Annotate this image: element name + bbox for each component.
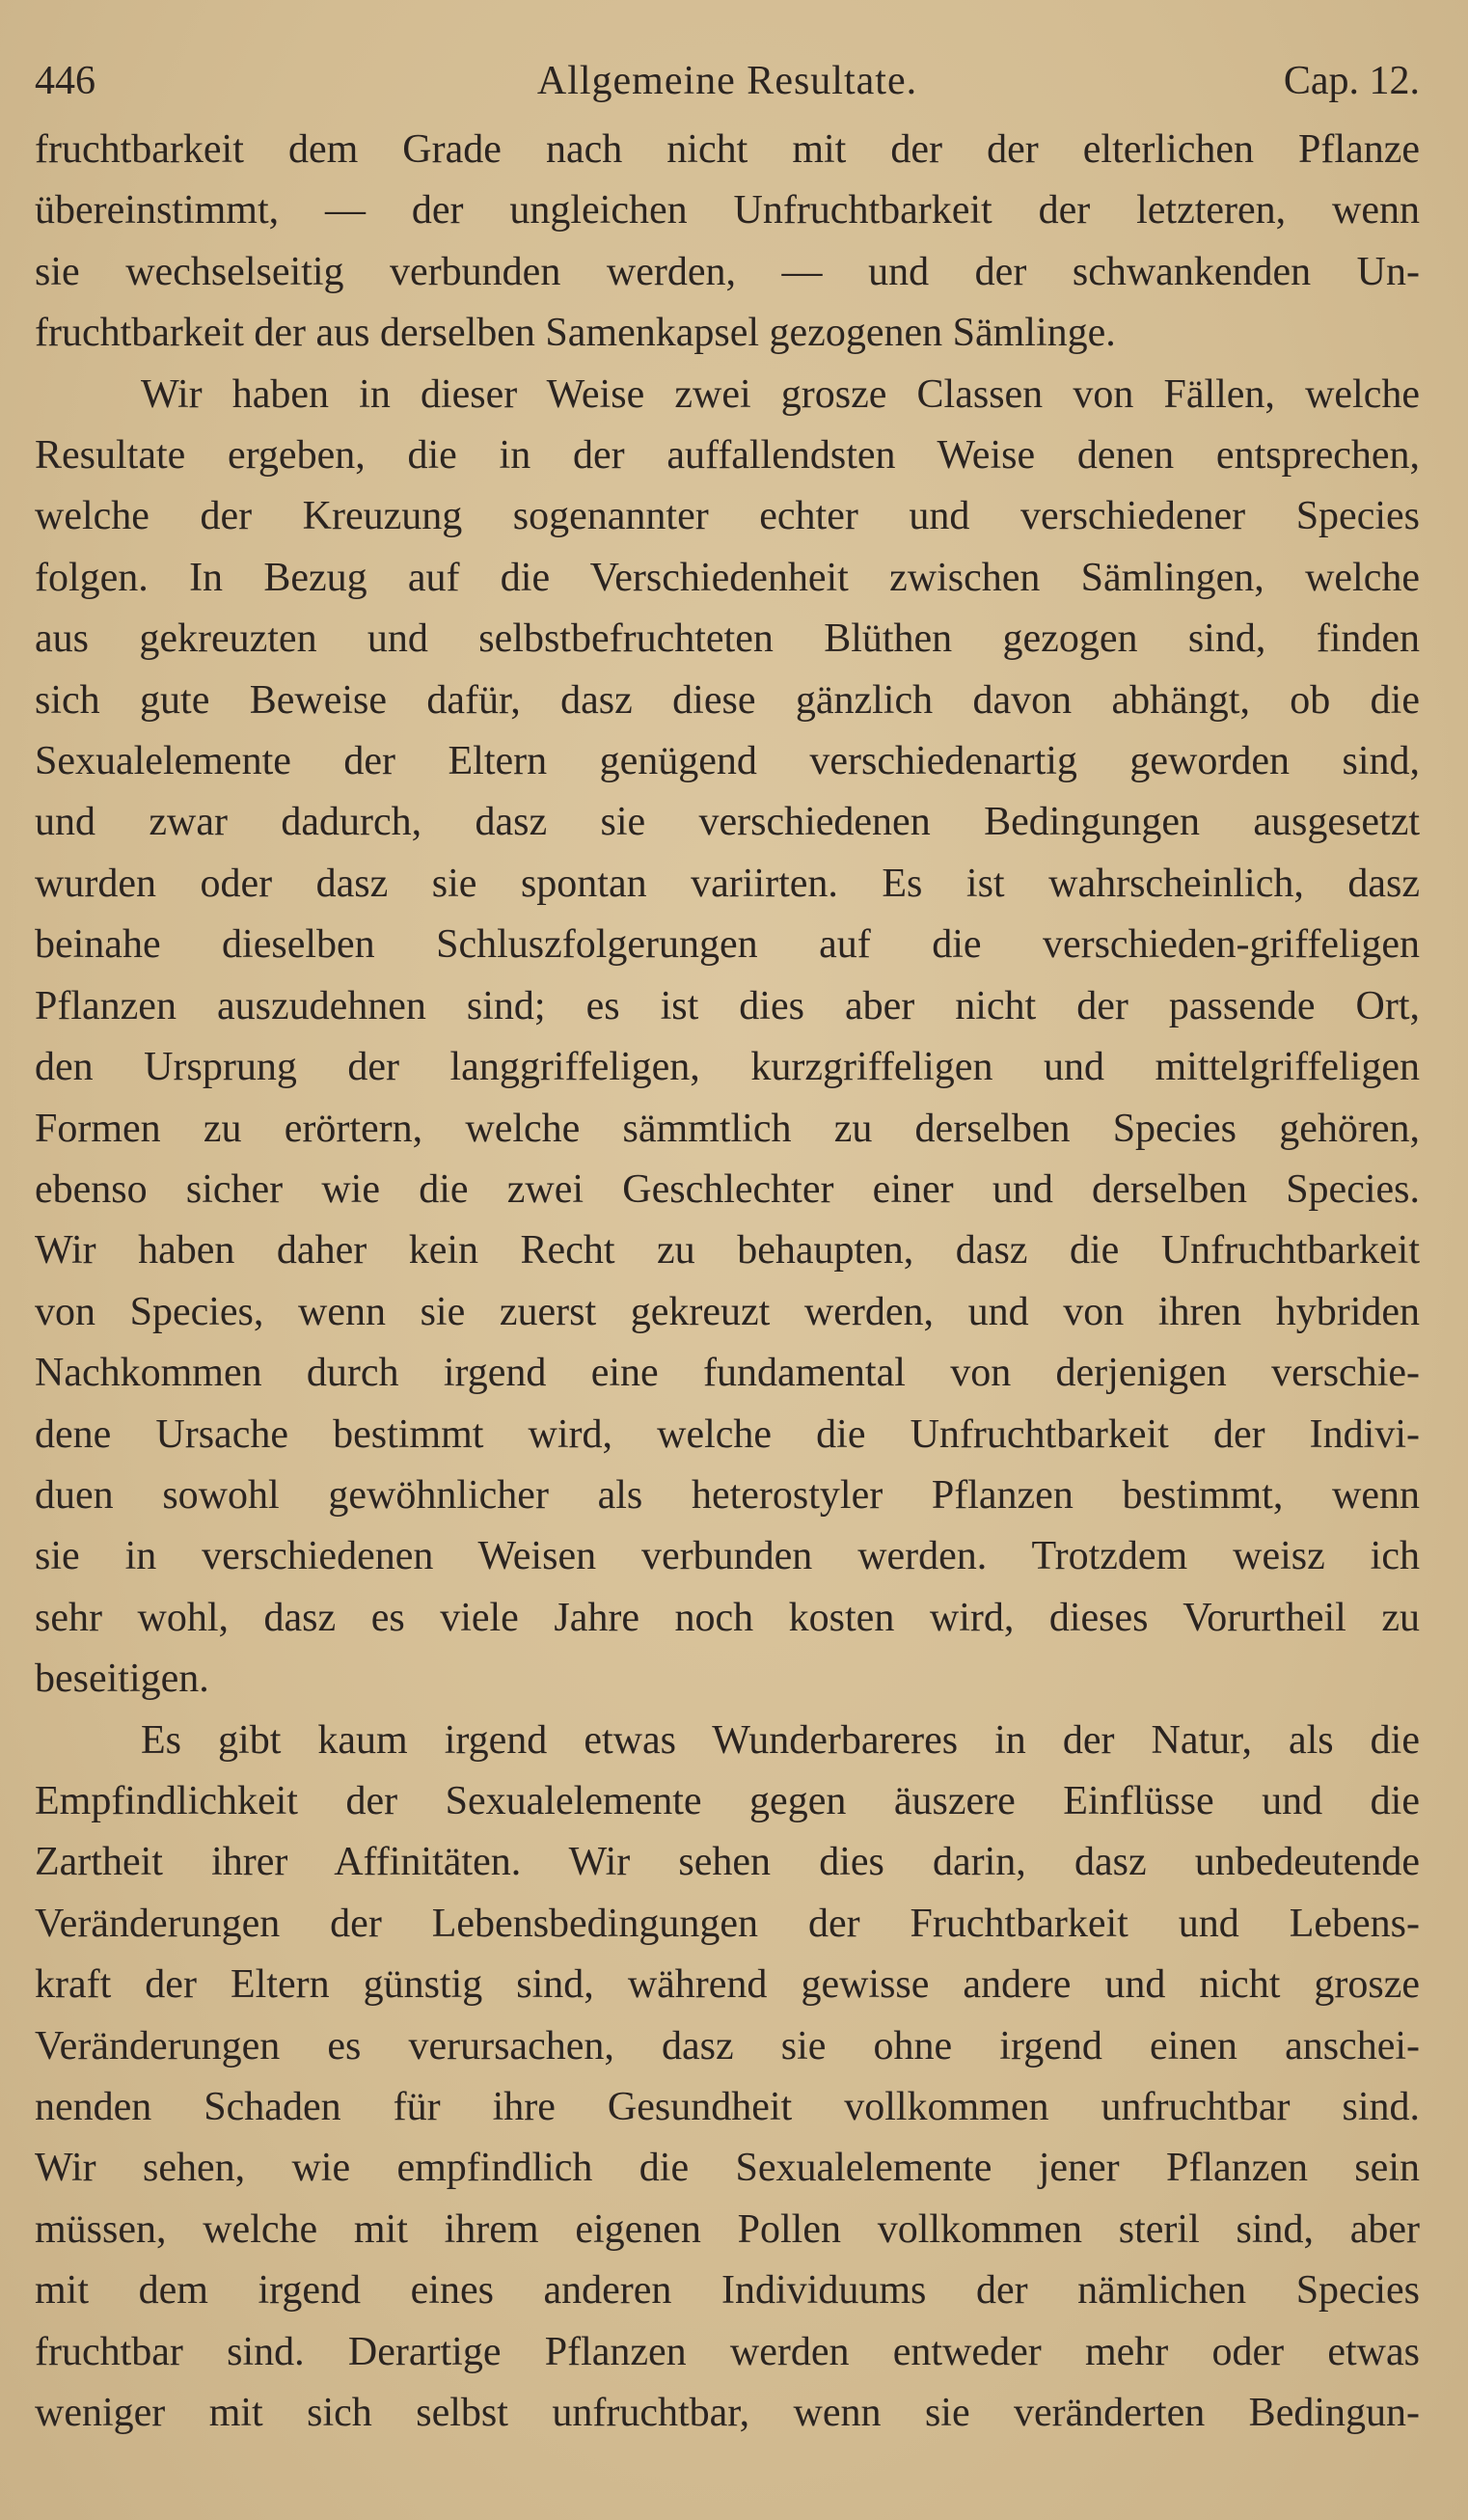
running-head	[35, 42, 1420, 120]
paragraph	[35, 365, 1420, 1711]
paragraph	[35, 1711, 1420, 2445]
text-line: Formen zu erörtern, welche sämmtlich zu derselben Species gehören,	[35, 1106, 1420, 1151]
text-line: sie in verschiedenen Weisen verbunden werden. Trotzdem weisz ich	[35, 1534, 1420, 1579]
text-line: ebenso sicher wie die zwei Geschlechter einer und derselben Species.	[35, 1166, 1420, 1212]
text-line: weniger mit sich selbst unfruchtbar, wenn sie veränderten Bedingun-	[35, 2391, 1420, 2436]
text-line: Veränderungen der Lebensbedingungen der Fruchtbarkeit und Lebens-	[35, 1901, 1420, 1946]
text-line: kraft der Eltern günstig sind, während gewisse andere und nicht grosze	[35, 1962, 1420, 2008]
text-line: folgen. In Bezug auf die Verschiedenheit zwischen Sämlingen, welche	[35, 555, 1420, 600]
paragraph	[35, 120, 1420, 365]
text-line: wurden oder dasz sie spontan variirten. Es ist wahrscheinlich, dasz	[35, 861, 1420, 906]
text-line: übereinstimmt, — der ungleichen Unfruchtbarkeit der letzteren, wenn	[35, 188, 1420, 233]
chapter-label: Cap. 12.	[1283, 59, 1420, 103]
page-number: 446	[35, 59, 95, 103]
text-line: müssen, welche mit ihrem eigenen Pollen vollkommen steril sind, aber	[35, 2206, 1420, 2252]
text-line: dene Ursache bestimmt wird, welche die Unfruchtbarkeit der Indivi-	[35, 1411, 1420, 1457]
text-line: Es gibt kaum irgend etwas Wunderbareres in der Natur, als die	[141, 1717, 1420, 1763]
text-line: Wir haben daher kein Recht zu behaupten, dasz die Unfruchtbarkeit	[35, 1228, 1420, 1274]
text-line: beinahe dieselben Schluszfolgerungen auf die verschieden-griffeligen	[35, 922, 1420, 968]
text-line: sich gute Beweise dafür, dasz diese gänzlich davon abhängt, ob die	[35, 677, 1420, 723]
text-line: sehr wohl, dasz es viele Jahre noch kosten wird, dieses Vorurtheil zu	[35, 1595, 1420, 1640]
text-line: fruchtbar sind. Derartige Pflanzen werden entweder mehr oder etwas	[35, 2329, 1420, 2374]
text-line: beseitigen.	[35, 1657, 209, 1702]
text-line: Nachkommen durch irgend eine fundamental von derjenigen verschie-	[35, 1351, 1420, 1396]
text-line: fruchtbarkeit dem Grade nach nicht mit der der elterlichen Pflanze	[35, 127, 1420, 172]
text-line: Veränderungen es verursachen, dasz sie ohne irgend einen anschei-	[35, 2023, 1420, 2068]
text-line: fruchtbarkeit der aus derselben Samenkapsel gezogenen Sämlinge.	[35, 311, 1116, 356]
body-text	[35, 120, 1420, 2444]
text-line: Zartheit ihrer Affinitäten. Wir sehen dies darin, dasz unbedeutende	[35, 1840, 1420, 1885]
text-line: welche der Kreuzung sogenannter echter und verschiedener Species	[35, 494, 1420, 539]
text-line: Pflanzen auszudehnen sind; es ist dies aber nicht der passende Ort,	[35, 983, 1420, 1028]
text-line: duen sowohl gewöhnlicher als heterostyler Pflanzen bestimmt, wenn	[35, 1472, 1420, 1518]
text-line: sie wechselseitig verbunden werden, — und der schwankenden Un-	[35, 249, 1420, 294]
text-line: und zwar dadurch, dasz sie verschiedenen Bedingungen ausgesetzt	[35, 800, 1420, 845]
text-line: mit dem irgend eines anderen Individuums der nämlichen Species	[35, 2268, 1420, 2314]
text-line: den Ursprung der langgriffeligen, kurzgriffeligen und mittelgriffeligen	[35, 1045, 1420, 1090]
text-line: aus gekreuzten und selbstbefruchteten Blüthen gezogen sind, finden	[35, 616, 1420, 662]
section-title: Allgemeine Resultate.	[536, 59, 918, 103]
book-page	[35, 42, 1420, 2444]
text-line: nenden Schaden für ihre Gesundheit vollkommen unfruchtbar sind.	[35, 2085, 1420, 2129]
text-line: Wir sehen, wie empfindlich die Sexualelemente jener Pflanzen sein	[35, 2146, 1420, 2191]
text-line: von Species, wenn sie zuerst gekreuzt werden, und von ihren hybriden	[35, 1289, 1420, 1334]
text-line: Empfindlichkeit der Sexualelemente gegen äuszere Einflüsse und die	[35, 1778, 1420, 1823]
text-line: Wir haben in dieser Weise zwei grosze Classen von Fällen, welche	[141, 371, 1420, 417]
text-line: Resultate ergeben, die in der auffallendsten Weise denen entsprechen,	[35, 433, 1420, 479]
text-line: Sexualelemente der Eltern genügend verschiedenartig geworden sind,	[35, 739, 1420, 784]
